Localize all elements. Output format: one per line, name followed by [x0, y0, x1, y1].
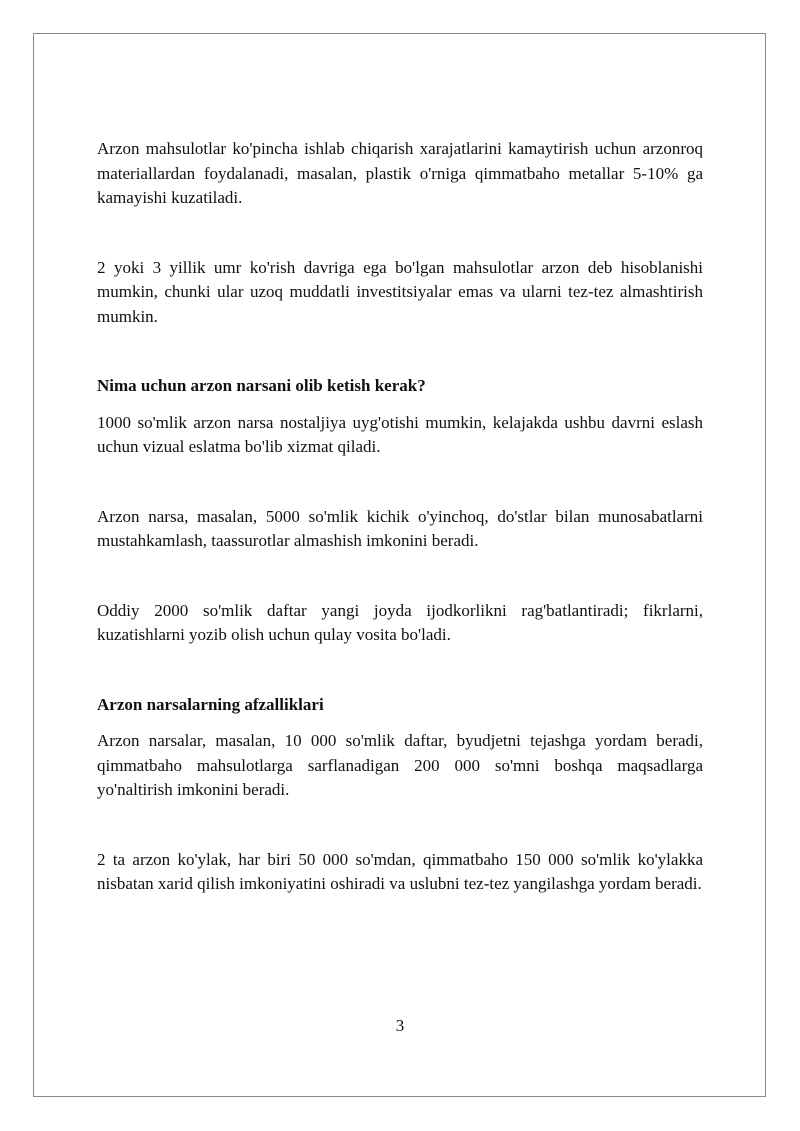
paragraph-friendship-toy: Arzon narsa, masalan, 5000 so'mlik kichik o'yinchoq, do'stlar bilan munosabatlarni mustahkamlash, taassurotlar almashish imkonini beradi. — [97, 506, 703, 550]
paragraph-notebook-creativity: Oddiy 2000 so'mlik daftar yangi joyda ijodkorlikni rag'batlantiradi; fikrlarni, kuzatishlarni yozib olish uchun qulay vosita bo'ladi. — [97, 600, 703, 644]
page-number: 3 — [395, 1016, 405, 1035]
heading-why-take-cheap-item: Nima uchun arzon narsani olib ketish kerak? — [97, 376, 426, 395]
paragraph-nostalgia: 1000 so'mlik arzon narsa nostaljiya uyg'otishi mumkin, kelajakda ushbu davrni eslash uchun vizual eslatma bo'lib xizmat qiladi. — [97, 412, 703, 456]
paragraph-cheap-materials: Arzon mahsulotlar ko'pincha ishlab chiqarish xarajatlarini kamaytirish uchun arzonroq materiallardan foydalanadi, masalan, plastik o'rniga qimmatbaho metallar 5-10% ga kamayishi kuzatiladi. — [97, 139, 703, 207]
paragraph-cheap-shirts: 2 ta arzon ko'ylak, har biri 50 000 so'mdan, qimmatbaho 150 000 so'mlik ko'ylakka nisbatan xarid qilish imkoniyatini oshiradi va uslubni tez-tez yangilashga yordam beradi. — [97, 849, 703, 893]
heading-advantages: Arzon narsalarning afzalliklari — [97, 694, 324, 714]
page-content — [97, 137, 703, 897]
paragraph-budget-saving: Arzon narsalar, masalan, 10 000 so'mlik daftar, byudjetni tejashga yordam beradi, qimmatbaho mahsulotlarga sarflanadigan 200 000 so'mni boshqa maqsadlarga yo'naltirish imkonini beradi. — [97, 731, 703, 799]
paragraph-product-lifespan: 2 yoki 3 yillik umr ko'rish davriga ega bo'lgan mahsulotlar arzon deb hisoblanishi mumkin, chunki ular uzoq muddatli investitsiyalar emas va ularni tez-tez almashtirish mumkin. — [97, 257, 703, 326]
